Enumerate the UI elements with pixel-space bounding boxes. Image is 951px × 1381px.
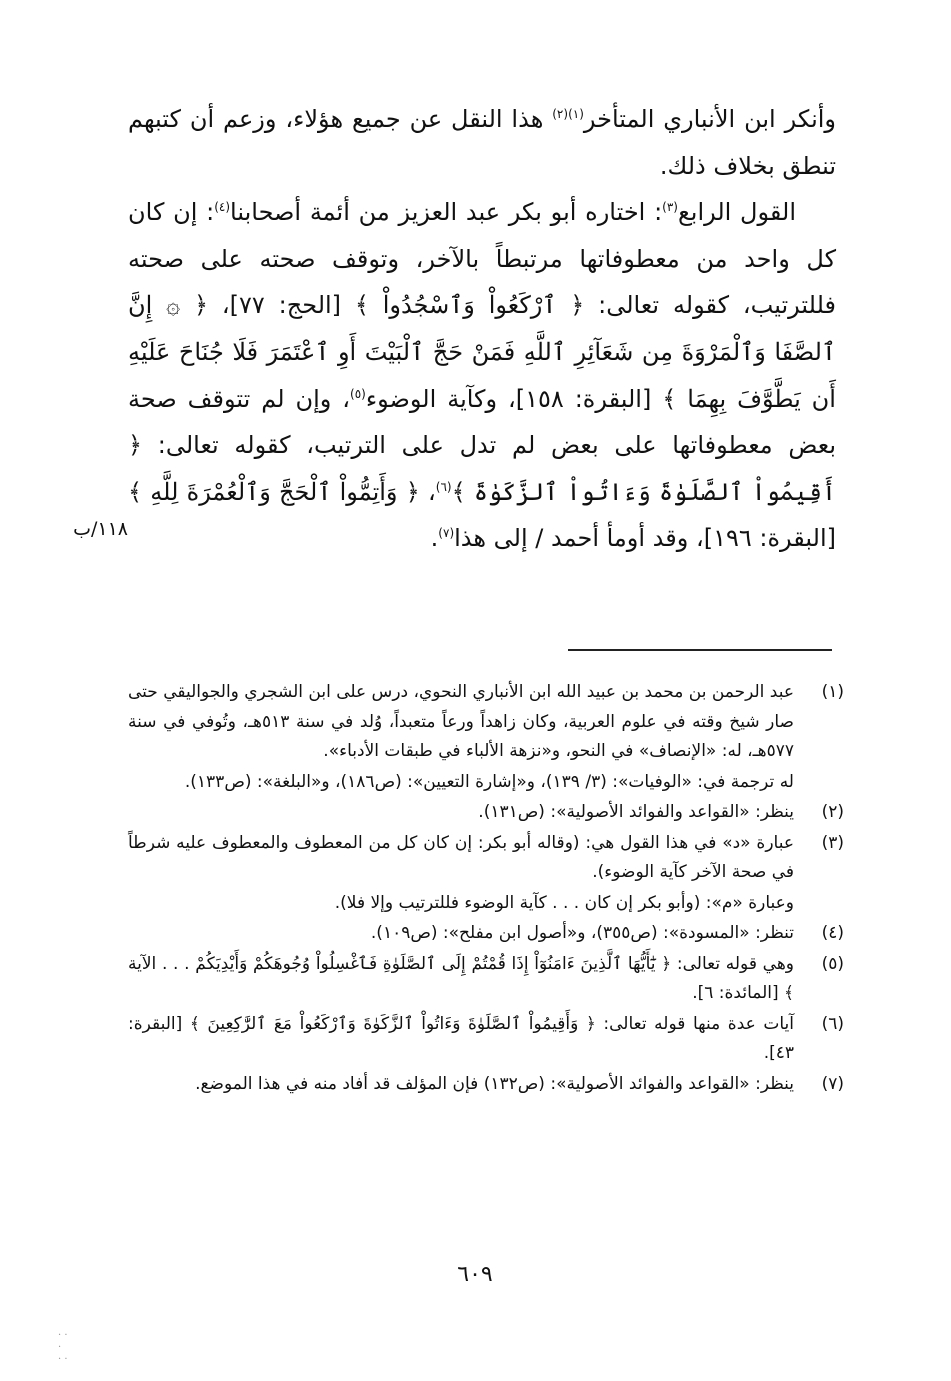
quran-quote: ﴿ وَأَتِمُّواْ ٱلْحَجَّ وَٱلْعُمْرَةَ لِلَّهِ ﴾ [128, 477, 420, 506]
text-run: . [430, 524, 439, 553]
footnote [128, 798, 844, 828]
footnote-marker: (٤) [214, 200, 231, 215]
quran-quote: ﴿ أَقِيمُواْ ٱلصَّلَوٰةَ وَءَاتُواْ ٱلزَّكَوٰةَ ﴾ [128, 431, 837, 506]
footnote-line: عبد الرحمن بن محمد بن عبيد الله ابن الأنباري النحوي، درس على ابن الشجري والجواليقي حتى صار شيخ وقته في علوم العربية، وكان زاهداً ورعاً متعبداً، وُلد في سنة ٥١٣هـ، وتُوفي في سنة ٥٧٧هـ، له: «الإنصاف» في النحو، و«نزهة الألباء في طبقات الأدباء». [128, 682, 794, 761]
footnote-body [128, 919, 794, 949]
footnote-separator [568, 649, 832, 651]
paragraph-1 [128, 96, 836, 189]
footnote [128, 829, 844, 919]
scan-specks: · · · · · [58, 1330, 68, 1365]
footnote-line: ينظر: «القواعد والفوائد الأصولية»: (ص١٣٢) فإن المؤلف قد أفاد منه في هذا الموضع. [195, 1073, 794, 1094]
quran-quote: ﴿ ۞ إِنَّ ٱلصَّفَا وَٱلْمَرْوَةَ مِن شَعَآئِرِ ٱللَّهِ فَمَنْ حَجَّ ٱلْبَيْتَ أَوِ ٱعْتَمَرَ فَلَا جُنَاحَ عَلَيْهِ أَن يَطَّوَّفَ بِهِمَا ﴾ [128, 291, 836, 413]
footnote-number: (٤) [821, 923, 844, 943]
text-run: [البقرة: ١٥٨]، وكآية الوضوء [365, 384, 663, 413]
text-run: ، [419, 477, 436, 506]
footnote-number: (٦) [821, 1013, 844, 1034]
text-run: ، وإن لم تتوقف صحة بعض معطوفاتها على بعض لم تدل على الترتيب، كقوله تعالى: [128, 384, 836, 460]
text-run: القول الرابع [677, 198, 797, 227]
footnote-line: له ترجمة في: «الوفيات»: (٣/ ١٣٩)، و«إشارة التعيين»: (ص١٨٦)، و«البلغة»: (ص١٣٣). [184, 771, 794, 792]
footnote-number: (١) [821, 682, 844, 702]
text-run: : اختاره أبو بكر عبد العزيز من أئمة أصحابنا [230, 198, 663, 227]
paragraph-2 [128, 189, 836, 562]
quran-quote: ﴿ ٱرْكَعُواْ وَٱسْجُدُواْ ﴾ [354, 291, 585, 320]
text-run: : إن كان كل واحد من معطوفاتها مرتبطاً بالآخر، وتوقف صحته على صحته فللترتيب، كقوله تعالى: [128, 198, 836, 320]
footnote-body [128, 678, 794, 797]
footnote-marker: (٣) [662, 200, 678, 215]
footnote-line: وعبارة «م»: (وأبو بكر إن كان . . . كآية الوضوء فللترتيب وإلا فلا). [334, 892, 794, 913]
text-run: هذا النقل عن جميع هؤلاء، وزعم أن كتبهم تنطق بخلاف ذلك. [128, 105, 836, 180]
footnote [128, 678, 844, 797]
footnote-line: وهي قوله تعالى: ﴿ يَٰٓأَيُّهَا ٱلَّذِينَ ءَامَنُوٓاْ إِذَا قُمْتُمْ إِلَى ٱلصَّلَوٰةِ فَٱغْسِلُواْ وُجُوهَكُمْ وَأَيْدِيَكُمْ . . . الآية ﴾ [المائدة: ٦]. [128, 953, 794, 1003]
footnote-marker: (٦) [435, 479, 452, 494]
footnote-number: (٥) [821, 953, 844, 974]
footnote-number: (٧) [821, 1073, 844, 1094]
footnote-line: عبارة «د» في هذا القول هي: (وقاله أبو بكر: إن كان كل من المعطوف والمعطوف عليه شرطاً في صحة الآخر كآية الوضوء). [128, 832, 794, 882]
page-number: ٦٠٩ [457, 1262, 493, 1287]
footnote-body [128, 950, 794, 1009]
footnote-number: (٢) [821, 802, 844, 822]
footnote [128, 1010, 844, 1069]
text-run: [الحج: ٧٧]، [208, 291, 355, 320]
footnote-marker: (٧) [438, 526, 455, 541]
footnote-line: تنظر: «المسودة»: (ص٣٥٥)، و«أصول ابن مفلح»: (ص١٠٩). [370, 923, 794, 943]
footnote-marker: (٥) [350, 386, 366, 401]
footnote-marker: (١) [568, 107, 584, 121]
footnote-number: (٣) [821, 832, 844, 853]
footnote-marker: (٢) [552, 107, 569, 121]
footnote-line: ينظر: «القواعد والفوائد الأصولية»: (ص١٣١). [478, 802, 794, 822]
text-run: [البقرة: ١٩٦]، وقد أومأ أحمد / إلى هذا [454, 524, 836, 553]
footnote [128, 1070, 844, 1100]
footnote [128, 919, 844, 949]
footnote-body [128, 829, 794, 919]
footnote [128, 950, 844, 1009]
footnote-body [128, 1070, 794, 1100]
footnotes [128, 678, 844, 1100]
footnote-line: آيات عدة منها قوله تعالى: ﴿ وَأَقِيمُواْ ٱلصَّلَوٰةَ وَءَاتُواْ ٱلزَّكَوٰةَ وَٱرْكَعُواْ مَعَ ٱلرَّٰكِعِينَ ﴾ [البقرة: ٤٣]. [128, 1013, 794, 1063]
manuscript-folio-note: ١١٨/ب [73, 518, 128, 540]
main-text [128, 96, 836, 562]
text-run: وأنكر ابن الأنباري المتأخر [583, 105, 837, 133]
footnote-body [128, 798, 794, 828]
footnote-body [128, 1010, 794, 1069]
